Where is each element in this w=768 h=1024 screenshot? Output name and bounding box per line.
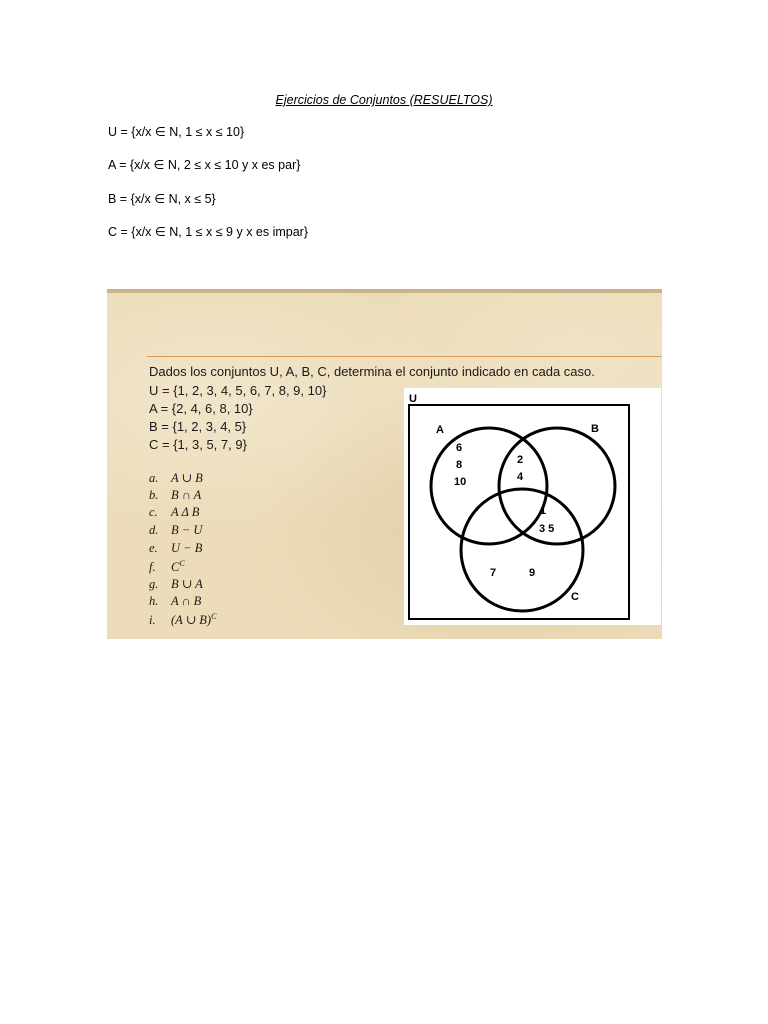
definition-c: C = {x/x ∈ N, 1 ≤ x ≤ 9 y x es impar} <box>108 225 309 239</box>
only-c-2: 9 <box>529 567 536 579</box>
exercise-item <box>149 612 216 628</box>
embedded-slide-image <box>107 289 662 639</box>
slide-divider <box>147 356 662 357</box>
venn-diagram <box>404 388 661 625</box>
exercise-item <box>149 559 185 575</box>
exercise-letter: d. <box>149 523 159 538</box>
exercise-letter: b. <box>149 487 159 502</box>
exercise-expression: C <box>171 559 180 574</box>
definition-u: U = {x/x ∈ N, 1 ≤ x ≤ 10} <box>108 125 245 139</box>
exercise-expression: A ∩ B <box>171 593 202 608</box>
exercise-complement: C <box>211 611 217 621</box>
only-c-1: 7 <box>490 567 497 579</box>
definition-a: A = {x/x ∈ N, 2 ≤ x ≤ 10 y x es par} <box>108 158 301 172</box>
a-and-b-2: 4 <box>517 471 524 483</box>
exercise-expression: (A ∪ B) <box>171 612 212 627</box>
exercise-expression: A ∪ B <box>171 471 203 485</box>
exercise-letter: a. <box>149 471 159 485</box>
venn-svg <box>404 388 661 625</box>
only-a-2: 8 <box>456 459 463 471</box>
definition-b: B = {x/x ∈ N, x ≤ 5} <box>108 192 216 206</box>
exercise-letter: f. <box>149 559 156 574</box>
exercise-expression: A Δ B <box>171 505 200 520</box>
exercise-item <box>149 541 202 556</box>
label-b: B <box>591 423 599 435</box>
exercise-item <box>149 470 203 486</box>
label-a: A <box>436 424 444 436</box>
circle-b <box>499 428 615 544</box>
exercise-letter: h. <box>149 593 159 608</box>
exercise-item <box>149 594 201 609</box>
only-a-3: 10 <box>454 476 467 488</box>
document-title: Ejercicios de Conjuntos (RESUELTOS) <box>275 93 493 107</box>
exercise-complement: C <box>179 558 185 568</box>
slide-set-b: B = {1, 2, 3, 4, 5} <box>149 419 247 434</box>
exercise-expression: B ∪ A <box>171 577 203 592</box>
exercise-letter: g. <box>149 577 159 592</box>
exercise-expression: B ∩ A <box>171 487 202 502</box>
exercise-item <box>149 523 202 538</box>
slide-instruction: Dados los conjuntos U, A, B, C, determina el conjunto indicado en cada caso. <box>149 364 595 379</box>
exercise-letter: c. <box>149 505 158 520</box>
b-and-c-1: 1 <box>540 505 547 517</box>
circle-a <box>431 428 547 544</box>
label-c: C <box>571 591 579 603</box>
a-and-b-1: 2 <box>517 454 524 466</box>
exercise-letter: i. <box>149 612 156 627</box>
exercise-letter: e. <box>149 540 158 555</box>
circle-c <box>461 489 583 611</box>
exercise-item <box>149 576 203 592</box>
slide-set-a: A = {2, 4, 6, 8, 10} <box>149 401 253 416</box>
exercise-expression: U − B <box>171 540 203 555</box>
slide-set-c: C = {1, 3, 5, 7, 9} <box>149 437 247 452</box>
exercise-expression: B − U <box>171 523 203 538</box>
b-and-c-2: 3 5 <box>539 523 555 535</box>
exercise-item <box>149 505 199 520</box>
slide-set-u: U = {1, 2, 3, 4, 5, 6, 7, 8, 9, 10} <box>149 383 327 398</box>
universe-label: U <box>409 393 417 405</box>
exercise-item <box>149 488 201 503</box>
only-a-1: 6 <box>456 442 463 454</box>
